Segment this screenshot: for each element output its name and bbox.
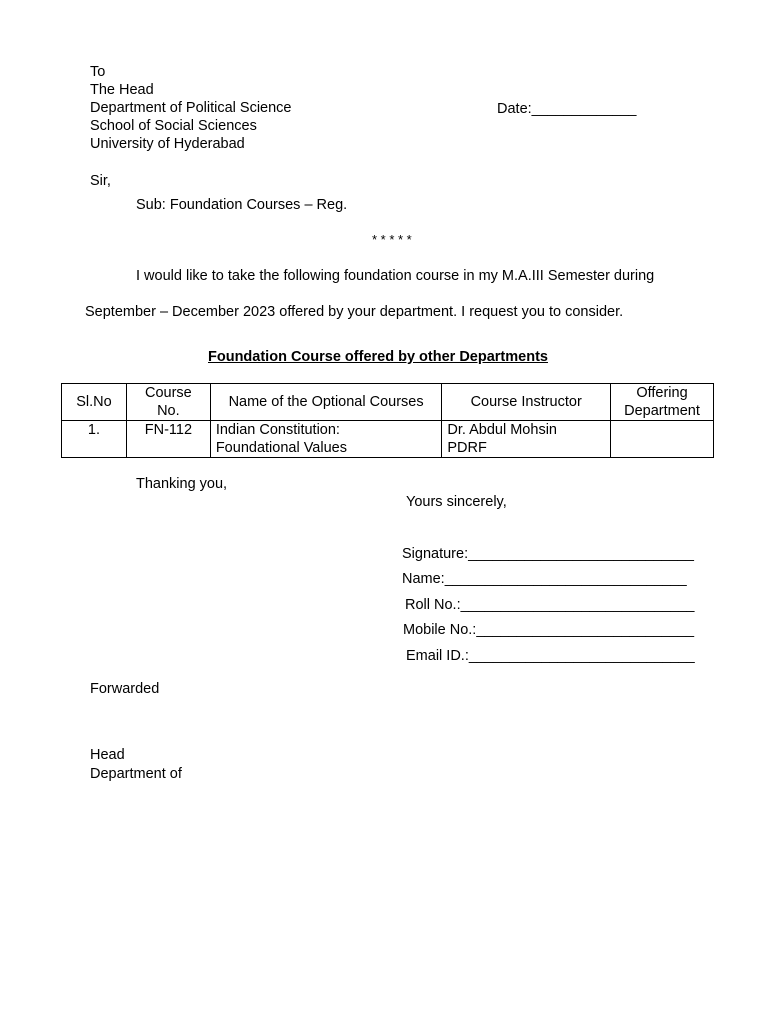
separator-stars: * * * * * <box>372 232 412 247</box>
mobile-no-field: Mobile No.:___________________________ <box>403 622 695 638</box>
header-course-name: Name of the Optional Courses <box>210 384 442 421</box>
header-instructor: Course Instructor <box>442 384 611 421</box>
cell-instructor: Dr. Abdul Mohsin PDRF <box>442 421 611 458</box>
email-id-field: Email ID.:____________________________ <box>406 648 695 664</box>
cell-slno: 1. <box>62 421 127 458</box>
date-field: Date:_____________ <box>497 101 637 117</box>
salutation: Sir, <box>90 173 111 189</box>
forwarded-label: Forwarded <box>90 681 160 697</box>
address-line-4: University of Hyderabad <box>90 136 245 152</box>
yours-sincerely: Yours sincerely, <box>406 494 507 510</box>
department-of-label: Department of <box>90 766 182 782</box>
header-course-no: Course No. <box>126 384 210 421</box>
signature-field: Signature:____________________________ <box>402 546 694 562</box>
thanking-you: Thanking you, <box>136 476 228 492</box>
table-row <box>62 421 714 458</box>
name-field: Name:______________________________ <box>402 571 687 587</box>
body-line-1: I would like to take the following foundation course in my M.A.III Semester during <box>136 268 655 284</box>
head-label: Head <box>90 747 125 763</box>
table-header-row <box>62 384 714 421</box>
body-line-2: September – December 2023 offered by your department. I request you to consider. <box>85 304 624 320</box>
header-offering-dept: Offering Department <box>611 384 714 421</box>
address-line-3: School of Social Sciences <box>90 118 257 134</box>
address-line-2: Department of Political Science <box>90 100 292 116</box>
subject-line: Sub: Foundation Courses – Reg. <box>136 197 348 213</box>
header-slno: Sl.No <box>62 384 127 421</box>
address-line-1: The Head <box>90 82 154 98</box>
cell-course-name: Indian Constitution: Foundational Values <box>210 421 442 458</box>
roll-no-field: Roll No.:_____________________________ <box>405 597 695 613</box>
course-table <box>61 383 714 458</box>
cell-offering-dept <box>611 421 714 458</box>
cell-course-no: FN-112 <box>126 421 210 458</box>
address-to: To <box>90 64 106 80</box>
table-title: Foundation Course offered by other Departments <box>208 349 548 365</box>
